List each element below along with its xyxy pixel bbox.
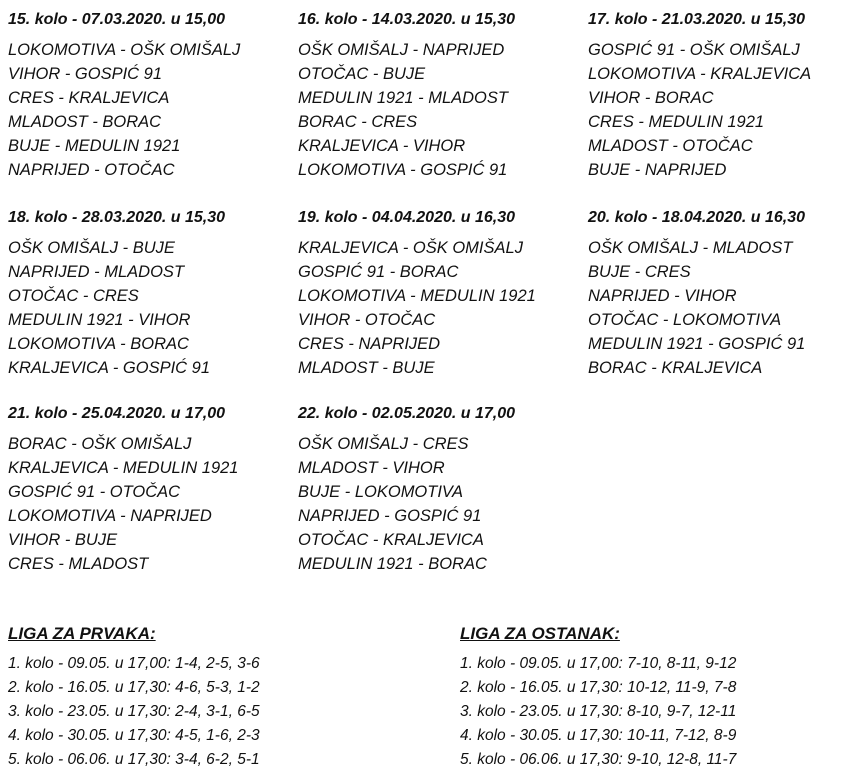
round-21 <box>8 404 298 576</box>
round-16 <box>298 10 588 182</box>
match-row: MEDULIN 1921 - VIHOR <box>8 311 191 329</box>
league-round-row: 5. kolo - 06.06. u 17,30: 3-4, 6-2, 5-1 <box>8 751 260 768</box>
match-row: OTOČAC - CRES <box>8 287 139 305</box>
match-row: OTOČAC - KRALJEVICA <box>298 531 484 549</box>
match-row: BUJE - NAPRIJED <box>588 161 727 179</box>
league-round-row: 1. kolo - 09.05. u 17,00: 1-4, 2-5, 3-6 <box>8 655 260 672</box>
match-row: VIHOR - GOSPIĆ 91 <box>8 65 163 83</box>
league-round-row: 3. kolo - 23.05. u 17,30: 8-10, 9-7, 12-11 <box>460 703 737 720</box>
match-row: MLADOST - VIHOR <box>298 459 445 477</box>
match-row: BORAC - CRES <box>298 113 418 131</box>
match-row: OŠK OMIŠALJ - CRES <box>298 435 469 453</box>
round-header: 18. kolo - 28.03.2020. u 15,30 <box>8 209 226 226</box>
league-relegation <box>460 624 736 772</box>
match-row: MEDULIN 1921 - GOSPIĆ 91 <box>588 335 806 353</box>
match-row: NAPRIJED - OTOČAC <box>8 161 175 179</box>
match-row: CRES - NAPRIJED <box>298 335 441 353</box>
match-row: LOKOMOTIVA - BORAC <box>8 335 189 353</box>
match-row: OŠK OMIŠALJ - MLADOST <box>588 239 793 257</box>
match-row: KRALJEVICA - GOSPIĆ 91 <box>8 359 211 377</box>
match-row: BUJE - LOKOMOTIVA <box>298 483 464 501</box>
round-20 <box>588 208 850 380</box>
match-row: MEDULIN 1921 - BORAC <box>298 555 487 573</box>
match-row: LOKOMOTIVA - OŠK OMIŠALJ <box>8 41 241 59</box>
match-row: VIHOR - BORAC <box>588 89 714 107</box>
round-15 <box>8 10 298 182</box>
league-round-row: 1. kolo - 09.05. u 17,00: 7-10, 8-11, 9-12 <box>460 655 737 672</box>
match-row: VIHOR - BUJE <box>8 531 118 549</box>
league-round-row: 4. kolo - 30.05. u 17,30: 4-5, 1-6, 2-3 <box>8 727 260 744</box>
match-row: MLADOST - BUJE <box>298 359 435 377</box>
match-row: KRALJEVICA - MEDULIN 1921 <box>8 459 239 477</box>
match-row: OTOČAC - LOKOMOTIVA <box>588 311 782 329</box>
match-row: BORAC - KRALJEVICA <box>588 359 763 377</box>
round-22 <box>298 404 588 576</box>
match-row: GOSPIĆ 91 - OTOČAC <box>8 483 181 501</box>
round-header: 17. kolo - 21.03.2020. u 15,30 <box>588 11 806 28</box>
match-row: LOKOMOTIVA - NAPRIJED <box>8 507 212 525</box>
round-header: 21. kolo - 25.04.2020. u 17,00 <box>8 405 226 422</box>
round-header: 22. kolo - 02.05.2020. u 17,00 <box>298 405 516 422</box>
league-round-row: 5. kolo - 06.06. u 17,30: 9-10, 12-8, 11-7 <box>460 751 737 768</box>
match-row: LOKOMOTIVA - KRALJEVICA <box>588 65 812 83</box>
round-header: 15. kolo - 07.03.2020. u 15,00 <box>8 11 226 28</box>
match-row: LOKOMOTIVA - GOSPIĆ 91 <box>298 161 508 179</box>
league-round-row: 4. kolo - 30.05. u 17,30: 10-11, 7-12, 8-9 <box>460 727 737 744</box>
match-row: MLADOST - BORAC <box>8 113 162 131</box>
league-round-row: 2. kolo - 16.05. u 17,30: 10-12, 11-9, 7-8 <box>460 679 737 696</box>
match-row: LOKOMOTIVA - MEDULIN 1921 <box>298 287 536 305</box>
match-row: CRES - MEDULIN 1921 <box>588 113 765 131</box>
round-18 <box>8 208 298 380</box>
match-row: NAPRIJED - MLADOST <box>8 263 185 281</box>
match-row: NAPRIJED - VIHOR <box>588 287 737 305</box>
match-row: OŠK OMIŠALJ - NAPRIJED <box>298 41 505 59</box>
match-row: GOSPIĆ 91 - OŠK OMIŠALJ <box>588 41 800 59</box>
league-round-row: 2. kolo - 16.05. u 17,30: 4-6, 5-3, 1-2 <box>8 679 260 696</box>
match-row: KRALJEVICA - OŠK OMIŠALJ <box>298 239 523 257</box>
match-row: MEDULIN 1921 - MLADOST <box>298 89 508 107</box>
round-header: 19. kolo - 04.04.2020. u 16,30 <box>298 209 516 226</box>
match-row: GOSPIĆ 91 - BORAC <box>298 263 459 281</box>
match-row: CRES - KRALJEVICA <box>8 89 170 107</box>
league-title: LIGA ZA PRVAKA: <box>8 624 156 643</box>
match-row: CRES - MLADOST <box>8 555 149 573</box>
round-19 <box>298 208 588 380</box>
round-17 <box>588 10 850 182</box>
match-row: NAPRIJED - GOSPIĆ 91 <box>298 507 482 525</box>
match-row: BUJE - CRES <box>588 263 691 281</box>
league-title: LIGA ZA OSTANAK: <box>460 624 620 643</box>
match-row: KRALJEVICA - VIHOR <box>298 137 466 155</box>
match-row: MLADOST - OTOČAC <box>588 137 753 155</box>
round-header: 20. kolo - 18.04.2020. u 16,30 <box>588 209 806 226</box>
round-header: 16. kolo - 14.03.2020. u 15,30 <box>298 11 516 28</box>
league-round-row: 3. kolo - 23.05. u 17,30: 2-4, 3-1, 6-5 <box>8 703 260 720</box>
match-row: BUJE - MEDULIN 1921 <box>8 137 181 155</box>
match-row: OŠK OMIŠALJ - BUJE <box>8 239 175 257</box>
league-champion <box>8 624 260 772</box>
match-row: BORAC - OŠK OMIŠALJ <box>8 435 192 453</box>
match-row: VIHOR - OTOČAC <box>298 311 436 329</box>
match-row: OTOČAC - BUJE <box>298 65 426 83</box>
